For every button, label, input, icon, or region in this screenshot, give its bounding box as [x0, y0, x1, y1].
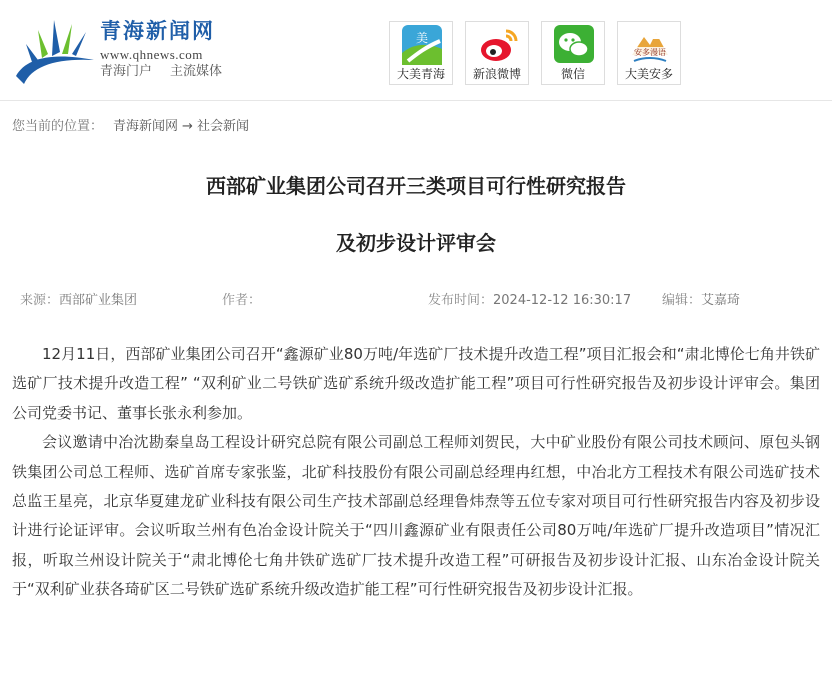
qhnews-logo-icon[interactable] — [12, 14, 102, 86]
social-wechat-button[interactable] — [541, 21, 605, 85]
anduo-logo-text: 安多漫语 — [634, 48, 666, 57]
article-title-line1: 西部矿业集团公司召开三类项目可行性研究报告 — [206, 174, 626, 198]
source-label: 来源： — [20, 293, 60, 308]
weibo-icon — [476, 25, 520, 65]
breadcrumb — [12, 118, 249, 136]
site-name[interactable]: 青海新闻网 — [100, 19, 215, 43]
svg-text:美: 美 — [415, 31, 429, 45]
meta-editor — [662, 292, 740, 310]
meta-source — [20, 292, 137, 310]
meta-author — [222, 292, 261, 310]
breadcrumb-arrow: → — [182, 119, 193, 134]
source-value: 西部矿业集团 — [59, 293, 138, 308]
logo-text — [100, 18, 222, 80]
social-label: 微信 — [560, 67, 585, 81]
social-dameiqinghai-button[interactable] — [389, 21, 453, 85]
social-dameianduo-button[interactable] — [617, 21, 681, 85]
social-label: 大美安多 — [624, 67, 673, 81]
article-title-line2: 及初步设计评审会 — [336, 231, 496, 255]
editor-label: 编辑： — [662, 293, 702, 308]
header-divider — [0, 100, 832, 101]
article-paragraph: 12月11日，西部矿业集团公司召开“鑫源矿业80万吨/年选矿厂技术提升改造工程”项目汇报会和“肃北博伦七角井铁矿选矿厂技术提升改造工程” “双利矿业二号铁矿选矿系统升级改造扩能工程”项目可行性研究报告及初步设计评审会。集团公司党委书记、董事长张永利参加。 — [12, 345, 820, 422]
time-value: 2024-12-12 16:30:17 — [493, 293, 632, 308]
site-header — [0, 0, 832, 100]
social-label: 大美青海 — [396, 67, 445, 81]
meta-time — [428, 292, 631, 310]
editor-value: 艾嘉琦 — [701, 293, 741, 308]
time-label: 发布时间： — [428, 293, 494, 308]
breadcrumb-prefix: 您当前的位置： — [12, 119, 104, 134]
social-label: 新浪微博 — [472, 67, 521, 81]
dameianduo-icon — [628, 25, 672, 65]
wechat-icon — [552, 25, 596, 65]
dameiqinghai-icon — [400, 25, 444, 65]
social-weibo-button[interactable] — [465, 21, 529, 85]
site-url: www.qhnews.com — [100, 47, 203, 62]
article-paragraph: 会议邀请中冶沈勘秦皇岛工程设计研究总院有限公司副总工程师刘贺民，大中矿业股份有限公司技术顾问、原包头钢铁集团公司总工程师、选矿首席专家张鉴，北矿科技股份有限公司副总经理冉红想，中冶北方工程技术有限公司选矿技术总监王星亮，北京华夏建龙矿业科技有限公司生产技术部副总经理鲁炜焘等五位专家对项目可行性研究报告内容及初步设计进行论证评审。会议听取兰州有色冶金设计院关于“四川鑫源矿业有限责任公司80万吨/年选矿厂提升改造项目”情况汇报，听取兰州设计院关于“肃北博伦七角井铁矿选矿厂技术提升改造工程”可研报告及初步设计汇报、山东冶金设计院关于“双利矿业获各琦矿区二号铁矿选矿系统升级改造扩能工程”可行性研究报告及初步设计汇报。 — [12, 433, 820, 599]
breadcrumb-section-link[interactable]: 社会新闻 — [196, 119, 249, 134]
article-body — [12, 340, 820, 605]
slogan-right: 主流媒体 — [170, 64, 223, 79]
author-label: 作者： — [222, 293, 262, 308]
slogan — [100, 64, 222, 80]
slogan-left: 青海门户 — [100, 64, 153, 79]
breadcrumb-home-link[interactable]: 青海新闻网 — [113, 119, 179, 134]
